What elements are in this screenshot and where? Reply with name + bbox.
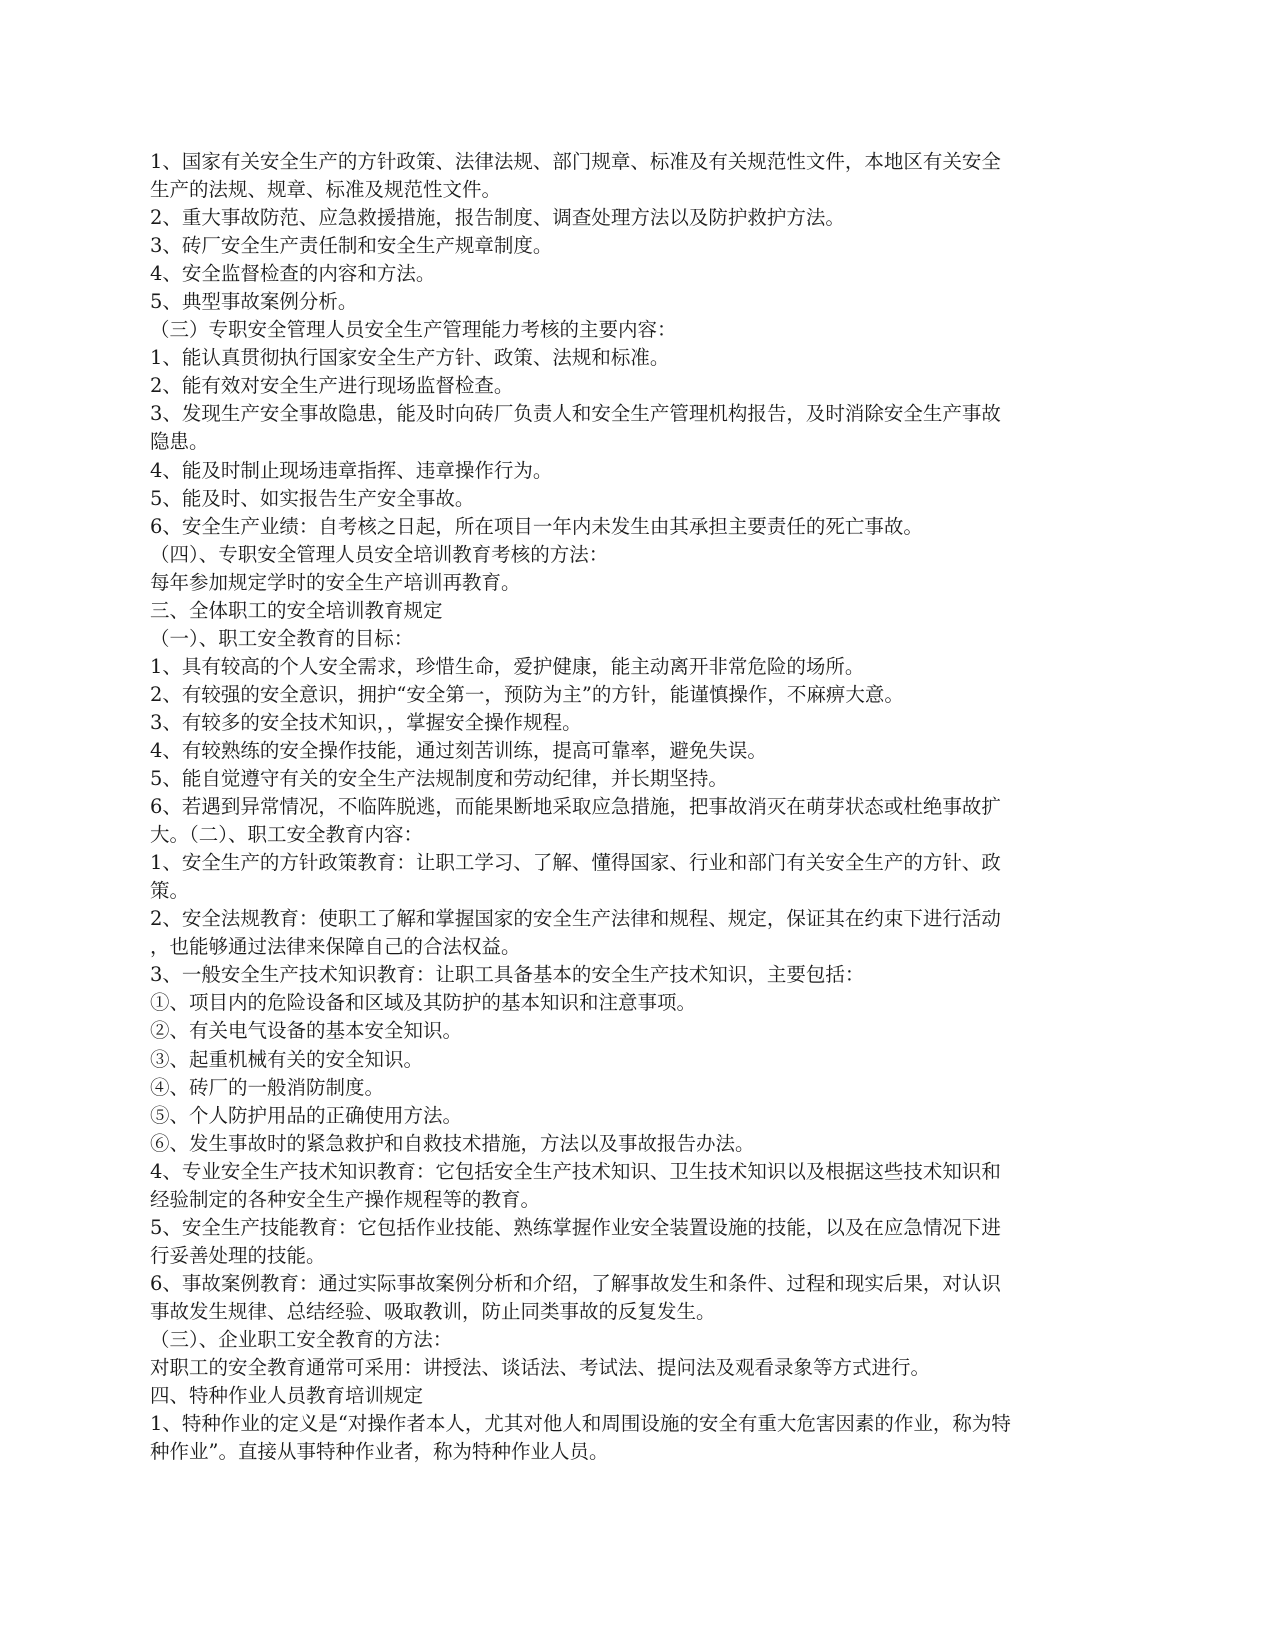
text-line: （一）、职工安全教育的目标： [150, 626, 414, 650]
text-line: 四、特种作业人员教育培训规定 [150, 1384, 424, 1408]
text-line: 3、发现生产安全事故隐患，能及时向砖厂负责人和安全生产管理机构报告，及时消除安全生产事故 [150, 402, 1001, 426]
text-line: ④、砖厂的一般消防制度。 [150, 1075, 385, 1099]
text-line: 4、有较熟练的安全操作技能，通过刻苦训练，提高可靠率，避免失误。 [150, 738, 767, 762]
text-line: 5、能及时、如实报告生产安全事故。 [150, 486, 475, 510]
text-line: 5、安全生产技能教育：它包括作业技能、熟练掌握作业安全装置设施的技能，以及在应急情况下进 [150, 1215, 1001, 1239]
text-line: 隐患。 [150, 430, 209, 454]
text-line: ③、起重机械有关的安全知识。 [150, 1047, 424, 1071]
text-line: 3、一般安全生产技术知识教育：让职工具备基本的安全生产技术知识，主要包括： [150, 963, 865, 987]
text-line: 策。 [150, 879, 190, 903]
text-line: ①、项目内的危险设备和区域及其防护的基本知识和注意事项。 [150, 991, 697, 1015]
text-line: 3、有较多的安全技术知识，，掌握安全操作规程。 [150, 710, 582, 734]
text-line: 4、安全监督检查的内容和方法。 [150, 262, 436, 286]
text-line: 6、安全生产业绩：自考核之日起，所在项目一年内未发生由其承担主要责任的死亡事故。 [150, 514, 923, 538]
text-line: （三）、企业职工安全教育的方法： [150, 1327, 453, 1351]
text-line: 生产的法规、规章、标准及规范性文件。 [150, 178, 502, 202]
text-line: 1、国家有关安全生产的方针政策、法律法规、部门规章、标准及有关规范性文件，本地区有关安全 [150, 150, 1001, 173]
text-line: 4、能及时制止现场违章指挥、违章操作行为。 [150, 458, 553, 482]
text-line: 行妥善处理的技能。 [150, 1243, 326, 1267]
text-line: 大。（二）、职工安全教育内容： [150, 823, 424, 847]
text-line: 对职工的安全教育通常可采用：讲授法、谈话法、考试法、提问法及观看录象等方式进行。 [150, 1356, 931, 1380]
text-line: 2、安全法规教育：使职工了解和掌握国家的安全生产法律和规程、规定，保证其在约束下进行活动 [150, 907, 1001, 931]
text-line: 2、有较强的安全意识，拥护“安全第一，预防为主”的方针，能谨慎操作，不麻痹大意。 [150, 682, 904, 706]
document-body [150, 148, 1110, 1466]
text-line: 1、能认真贯彻执行国家安全生产方针、政策、法规和标准。 [150, 346, 670, 370]
text-line: ②、有关电气设备的基本安全知识。 [150, 1019, 463, 1043]
text-line: 6、事故案例教育：通过实际事故案例分析和介绍，了解事故发生和条件、过程和现实后果，对认识 [150, 1271, 1001, 1295]
text-line: 2、能有效对安全生产进行现场监督检查。 [150, 374, 514, 398]
text-line: （四）、专职安全管理人员安全培训教育考核的方法： [150, 542, 609, 566]
text-line: （三）专职安全管理人员安全生产管理能力考核的主要内容： [150, 318, 677, 342]
text-line: 1、安全生产的方针政策教育：让职工学习、了解、懂得国家、行业和部门有关安全生产的方针、政 [150, 851, 1001, 875]
text-line: 4、专业安全生产技术知识教育：它包括安全生产技术知识、卫生技术知识以及根据这些技术知识和 [150, 1159, 1001, 1183]
text-line: ，也能够通过法律来保障自己的合法权益。 [150, 935, 521, 959]
text-line: ⑤、个人防护用品的正确使用方法。 [150, 1103, 463, 1127]
text-line: 每年参加规定学时的安全生产培训再教育。 [150, 570, 521, 594]
text-line: 三、全体职工的安全培训教育规定 [150, 598, 443, 622]
text-line: 5、典型事故案例分析。 [150, 290, 358, 314]
text-line: 6、若遇到异常情况，不临阵脱逃，而能果断地采取应急措施，把事故消灭在萌芽状态或杜绝事故扩 [150, 795, 1001, 819]
text-line: 事故发生规律、总结经验、吸取教训，防止同类事故的反复发生。 [150, 1299, 716, 1323]
text-line: ⑥、发生事故时的紧急救护和自救技术措施，方法以及事故报告办法。 [150, 1131, 755, 1155]
text-line: 1、特种作业的定义是“对操作者本人，尤其对他人和周围设施的安全有重大危害因素的作业，称为特 [150, 1412, 1011, 1436]
text-line: 1、具有较高的个人安全需求，珍惜生命，爱护健康，能主动离开非常危险的场所。 [150, 654, 865, 678]
text-line: 5、能自觉遵守有关的安全生产法规制度和劳动纪律，并长期坚持。 [150, 767, 728, 791]
text-line: 3、砖厂安全生产责任制和安全生产规章制度。 [150, 234, 553, 258]
text-line: 种作业”。直接从事特种作业者，称为特种作业人员。 [150, 1440, 609, 1464]
text-line: 2、重大事故防范、应急救援措施，报告制度、调查处理方法以及防护救护方法。 [150, 206, 845, 230]
text-line: 经验制定的各种安全生产操作规程等的教育。 [150, 1187, 541, 1211]
